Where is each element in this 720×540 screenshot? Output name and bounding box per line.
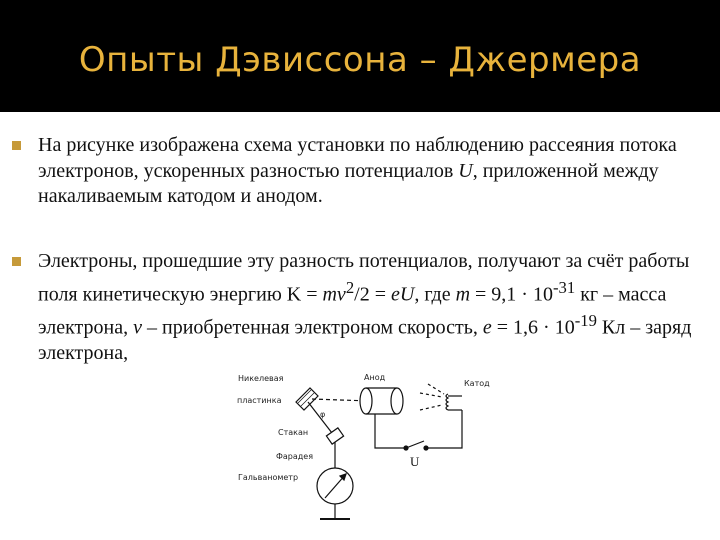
text-run: , приложенной между накаливаемым катодом и анодом. [38, 159, 659, 207]
label-phi: φ [320, 410, 326, 419]
text-run: – приобретенная электроном скорость, [142, 316, 483, 339]
label-faraday: Фарадея [276, 452, 314, 461]
cathode-wire [426, 410, 462, 448]
symbol-m: m [455, 283, 471, 306]
anode-wire [375, 414, 406, 448]
faraday-cup [326, 428, 343, 444]
symbol-e: e [482, 316, 492, 339]
superscript: -19 [574, 310, 597, 330]
symbol-mv: mv [322, 283, 346, 306]
label-voltage: U [410, 454, 420, 469]
symbol-u: U [458, 159, 473, 182]
slide-title: Опыты Дэвиссона – Джермера [78, 40, 642, 80]
text-run: = 1,6 · 10 [491, 316, 575, 339]
symbol-eu: eU [390, 283, 415, 306]
text-run: Кл – заряд электрона, [38, 316, 692, 364]
label-plate: пластинка [237, 396, 282, 405]
label-galvanometer: Гальванометр [238, 473, 299, 482]
superscript: -31 [552, 277, 576, 297]
bullet-square-icon [12, 257, 21, 266]
superscript: 2 [345, 277, 355, 297]
label-cup: Стакан [278, 428, 309, 437]
bullet-paragraph-1 [38, 133, 700, 210]
text-run: кг – масса электрона, [38, 283, 667, 339]
text-run: /2 = [354, 283, 391, 306]
text-run: Электроны, прошедшие эту разность потенциалов, получают за счёт работы поля кинетическую энергию K = [38, 250, 690, 306]
davisson-germer-setup-diagram [220, 362, 510, 532]
label-nickel: Никелевая [238, 374, 284, 383]
symbol-v: v [133, 316, 142, 339]
bullet-square-icon [12, 141, 21, 150]
cathode-filament [420, 384, 462, 410]
label-cathode: Катод [464, 379, 490, 388]
bullet-paragraph-2 [38, 249, 700, 366]
anode-cylinder [360, 388, 403, 414]
text-run: На рисунке изображена схема установки по наблюдению рассеяния потока электронов, ускоренных разностью потенциалов [38, 134, 677, 182]
label-anode: Анод [364, 373, 386, 382]
text-run: = 9,1 · 10 [470, 283, 553, 306]
galvanometer-icon [317, 468, 353, 504]
text-run: , где [414, 283, 456, 306]
